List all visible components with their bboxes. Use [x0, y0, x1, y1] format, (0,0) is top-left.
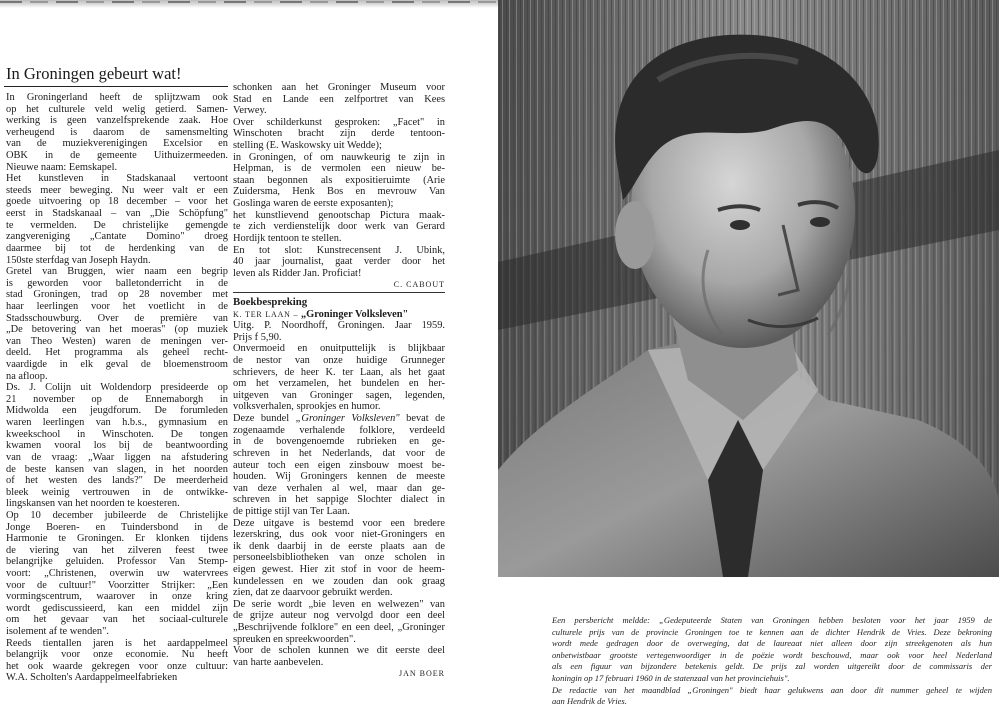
- text-line: Stadsschouwburg. Over de première van: [6, 312, 228, 324]
- text-line: Reeds tientallen jaren is het aardappelmeel: [6, 637, 228, 649]
- article-title: In Groningen gebeurt wat!: [6, 64, 182, 83]
- caption-line: Een persbericht meldde: „Gedeputeerde Staten van Groningen hebben besloten voor het jaar 1959 de: [552, 615, 992, 625]
- text-line: lezerskring, dus ook voor niet-Groningers en: [233, 529, 445, 541]
- text-line: belangrijk voor onze economie. Nu heeft: [6, 649, 228, 661]
- text-line: Prijs f 5,90.: [233, 331, 282, 343]
- text-line: belangrijke geluiden. Professor Van Stemp-: [6, 556, 228, 568]
- review-book-line: [233, 309, 445, 321]
- text-line: is geworden voor balletonderricht in de: [6, 277, 228, 289]
- text-line: auteur toch een eigen zinsbouw moest be-: [233, 459, 445, 471]
- caption-line: koningin op 17 februari 1960 in de statenzaal van het provinciehuis".: [552, 672, 790, 683]
- text-line: eerst in Stadskanaal – van „Die Schöpfung": [6, 208, 228, 220]
- text-line: kwamen vooral los bij de beantwoording: [6, 440, 228, 452]
- section-rule: [233, 292, 445, 293]
- text-line: voort: „Christenen, overwin uw watervrees: [6, 567, 228, 579]
- text-line: 40 jaar journalist, gaat verder door het: [233, 256, 445, 268]
- text-line: Ds. J. Colijn uit Woldendorp presideerde op: [6, 382, 228, 394]
- text-line: zangvereniging „Cantate Domino" droeg: [6, 231, 228, 243]
- caption-line: culturele prijs van de provincie Groningen toe te kennen aan de dichter Hendrik de Vries. Deze bekroning: [552, 626, 992, 637]
- text-line: van Theo Westen) waren de meningen ver-: [6, 335, 228, 347]
- text-line: kweekschool in Winschoten. De tongen: [6, 428, 228, 440]
- text-line: op het culturele veld welig getierd. Samen-: [6, 103, 228, 115]
- text-line: personeelsbibliotheken van onze scholen in: [233, 552, 445, 564]
- text-line: goede uitvoering op 18 december – voor het: [6, 196, 228, 208]
- text-line: lingskansen van het noorden te koesteren.: [6, 498, 180, 510]
- text-line: wordt gediscussieerd, kan een middel zijn: [6, 602, 228, 614]
- portrait-photo: [498, 0, 999, 577]
- text-line: In Groningerland heeft de splijtzwam ook: [6, 92, 228, 103]
- text-line: Het kunstleven in Stadskanaal vertoont: [6, 173, 228, 185]
- text-line: te zich verdienstelijk door werk van Gerard: [233, 221, 445, 233]
- text-line: werking is geen vanzelfsprekende zaak. Hoe: [6, 115, 228, 127]
- text-line: schrievers, de heer K. ter Laan, als het gaat: [233, 366, 445, 378]
- text-line: waren leerlingen van h.b.s., gymnasium en: [6, 417, 228, 429]
- text-line: voor de cultuur!" Voorzitter Strijker: „Een: [6, 579, 228, 591]
- text-line: houden. Wij Groningers kennen de meeste: [233, 471, 445, 483]
- title-rule: [4, 86, 228, 87]
- text-line: leven als Ridder Jan. Proficiat!: [233, 267, 362, 279]
- photo-caption: [552, 615, 992, 708]
- text-line: Hordijk tentoon te stellen.: [233, 232, 342, 244]
- article-column-1: [6, 92, 228, 684]
- text-line: om het gevaar van het sociaal-culturele: [6, 614, 228, 626]
- text-line: spreuken en spreekwoorden".: [233, 633, 356, 645]
- text-line: of het westen des lands?" De meerderheid: [6, 475, 228, 487]
- caption-line: aan Hendrik de Vries.: [552, 696, 627, 707]
- text-line: het kunstlievend genootschap Pictura maak-: [233, 209, 445, 221]
- text-line: van deze verhalen al wel, maar dan ge-: [233, 482, 445, 494]
- text-line: isolement af te wenden".: [6, 626, 109, 638]
- text-line: om het verzamelen, het bundelen en her-: [233, 378, 445, 390]
- text-line: bleek weinig vertrouwen in de ontwikke-: [6, 486, 228, 498]
- text-line: in de bovengenoemde rubrieken en ge-: [233, 436, 445, 448]
- text-line: Winschoten bracht zijn derde tentoon-: [233, 128, 445, 140]
- text-line: OBK in de gemeente Uithuizermeeden.: [6, 150, 228, 162]
- text-line: W.A. Scholten's Aardappelmeelfabrieken: [6, 672, 178, 684]
- text-line: ik denk daarbij in de eerste plaats aan de: [233, 540, 445, 552]
- text-line: in Groningen, of om nauwkeurig te zijn in: [233, 151, 445, 163]
- text-line: Midwolda een jeugdforum. De forumleden: [6, 405, 228, 417]
- text-line: verheugend is daarom de samensmelting: [6, 126, 228, 138]
- review-book-title: „Groninger Volksleven": [300, 308, 409, 320]
- text-line: deeld. Het programma als geheel recht-: [6, 347, 228, 359]
- text-line: vormingscentrum, waarover in onze kring: [6, 591, 228, 603]
- author-signature: C. CABOUT: [393, 280, 445, 290]
- text-line: staan begonnen als expositieruimte (Arie: [233, 174, 445, 186]
- text-line: daarmee bij tot de herdenking van de: [6, 242, 228, 254]
- text-line: zien, dat ze daarvoor gebruikt werden.: [233, 587, 393, 599]
- text-line: haar leerlingen voor het voetlicht in de: [6, 300, 228, 312]
- text-line: van de vraag: „Waar liggen na afstudering: [6, 451, 228, 463]
- text-line: kundelessen en we zouden dan ook graag: [233, 575, 445, 587]
- text-line: Gretel van Bruggen, wier naam een begrip: [6, 266, 228, 278]
- text-line: steeds meer beweging. Nu weer valt er een: [6, 184, 228, 196]
- text-line: Voor de scholen kunnen we dit eerste deel: [233, 645, 445, 657]
- text-line: vaardigde in elk geval de bloemenstroom: [6, 359, 228, 371]
- text-line: uitgeven van Groninger sagen, legenden,: [233, 389, 445, 401]
- text-line: Nieuwe naam: Eemskapel.: [6, 161, 118, 173]
- text-line: schonken aan het Groninger Museum voor: [233, 82, 445, 93]
- text-line: Helpman, is de vermolen een nieuw be-: [233, 163, 445, 175]
- text-line: Stad en Lande een zelfportret van Kees: [233, 93, 445, 105]
- text-line: het ook waarde gekregen voor onze cultuur:: [6, 660, 228, 672]
- text-line: Uitg. P. Noordhoff, Groningen. Jaar 1959.: [233, 320, 445, 332]
- text-line: Verwey.: [233, 105, 267, 117]
- column-2-part-1: [233, 82, 445, 279]
- review-signature: JAN BOER: [398, 669, 445, 679]
- review-heading: Boekbespreking: [233, 296, 308, 308]
- text-line: „Beschrijvende folklore" en een deel, „Groninger: [233, 622, 445, 634]
- text-line: stad Groningen, trad op 28 november met: [6, 289, 228, 301]
- text-line: de nestor van onze huidige Grunneger: [233, 355, 445, 367]
- text-line: de pittige stijl van Ter Laan.: [233, 505, 350, 517]
- caption-line: als een figuur van bijzondere betekenis geldt. De prijs zal worden uitgereikt door de commissaris der: [552, 661, 992, 672]
- text-line: En tot slot: Kunstrecensent J. Ubink,: [233, 244, 445, 256]
- text-line: de viering van het zilveren feest twee: [6, 544, 228, 556]
- text-line: De serie wordt „bie leven en welwezen" van: [233, 598, 445, 610]
- text-line: Deze bundel „Groninger Volksleven" bevat de: [233, 413, 445, 425]
- text-line: te vermelden. De christelijke gemengde: [6, 219, 228, 231]
- text-line: na afloop.: [6, 370, 48, 382]
- text-line: 21 november op de Ennemaborgh in: [6, 393, 228, 405]
- text-line: van harte aanbevelen.: [233, 656, 324, 668]
- torn-top-edge: [0, 0, 498, 8]
- caption-line: wordt mede gedragen door de overweging, dat de laureaat niet alleen door zijn streekgenoten als hun: [552, 638, 992, 649]
- text-line: Onvermoeid en onuitputtelijk is blijkbaar: [233, 343, 445, 355]
- text-line: 150ste sterfdag van Joseph Haydn.: [6, 254, 151, 266]
- text-line: Op 10 december jubileerde de Christelijke: [6, 509, 228, 521]
- text-line: de beste kansen van slagen, in het noorden: [6, 463, 228, 475]
- text-line: stelling (E. Waskowsky uit Wedde);: [233, 140, 382, 152]
- text-line: Over schilderkunst gesproken: „Facet" in: [233, 116, 445, 128]
- caption-line: onbetwistbaar grootste vertegenwoordiger in de poëzie wordt beschouwd, maar ook voor heel Nederland: [552, 649, 992, 660]
- text-line: Goslinga waren de eerste exposanten);: [233, 198, 394, 210]
- column-2-part-2: [233, 320, 445, 668]
- caption-line: De redactie van het maandblad „Groningen" biedt haar gelukwens aan door dit nummer geheel te wijden: [552, 684, 992, 695]
- text-line: Jonge Boeren- en Tuindersbond in de: [6, 521, 228, 533]
- text-line: eigen gewest. Hier zit stof in voor de heem-: [233, 563, 445, 575]
- text-line: Zuidersma, Henk Bos en mevrouw Van: [233, 186, 445, 198]
- text-line: Deze uitgave is bestemd voor een bredere: [233, 517, 445, 529]
- text-line: „De betovering van het moeras" (op muziek: [6, 324, 228, 336]
- text-line: volksverhalen, sprookjes en humor.: [233, 401, 381, 413]
- portrait-illustration: [498, 0, 999, 577]
- text-line: Harmonie te Groningen. Er klonken tijdens: [6, 533, 228, 545]
- text-line: de grijze auteur nog vervolgd door een deel: [233, 610, 445, 622]
- text-line: schreven in het sappige Slochter dialect in: [233, 494, 445, 506]
- article-column-2: [233, 82, 445, 680]
- text-line: van de muziekverenigingen Excelsior en: [6, 138, 228, 150]
- text-line: schreven in het Nederlands, dat voor de: [233, 447, 445, 459]
- text-line: zogenaamde verhalende folklore, verdeeld: [233, 424, 445, 436]
- review-author: K. TER LAAN –: [233, 309, 299, 319]
